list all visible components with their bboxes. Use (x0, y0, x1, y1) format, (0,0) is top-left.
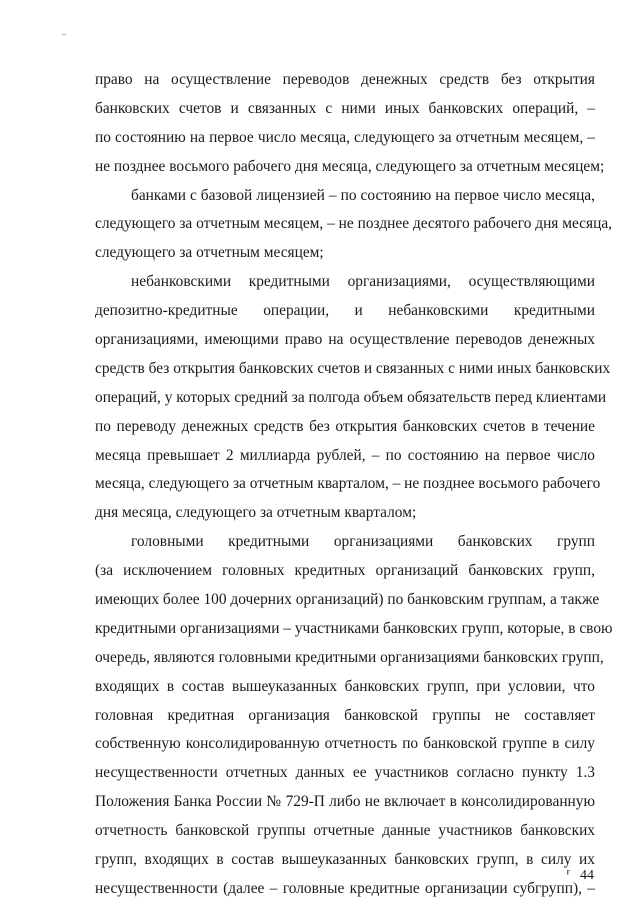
text-line: по переводу денежных средств без открытия банковских счетов в течение (95, 417, 595, 435)
text-line: средств без открытия банковских счетов и связанных с ними иных банковских (95, 359, 611, 377)
text-line: по состоянию на первое число месяца, следующего за отчетным месяцем, – (95, 128, 595, 146)
text-line: имеющих более 100 дочерних организаций) по банковским группам, а также (95, 591, 600, 609)
text-line: несущественности отчетных данных ее участников согласно пункту 1.3 (95, 764, 595, 782)
text-line: (за исключением головных кредитных организаций банковских групп, (95, 562, 595, 580)
text-line: месяца превышает 2 миллиарда рублей, – по состоянию на первое число (95, 446, 595, 464)
text-line: операций, у которых средний за полгода объем обязательств перед клиентами (95, 388, 607, 406)
text-line: входящих в состав вышеуказанных банковских групп, при условии, что (95, 677, 595, 695)
text-line: банками с базовой лицензией – по состоянию на первое число месяца, (131, 186, 595, 204)
text-line: не позднее восьмого рабочего дня месяца, следующего за отчетным месяцем; (95, 157, 605, 175)
text-line: небанковскими кредитными организациями, осуществляющими (131, 273, 595, 291)
text-line: кредитными организациями – участниками банковских групп, которые, в свою (95, 619, 613, 637)
text-line: отчетность банковской группы отчетные данные участников банковских (95, 822, 595, 840)
text-line: право на осуществление переводов денежных средств без открытия (95, 71, 595, 88)
text-line: головными кредитными организациями банковских групп (131, 533, 595, 551)
text-line: головная кредитная организация банковской группы не составляет (95, 706, 595, 724)
text-line: депозитно-кредитные операции, и небанковскими кредитными (95, 302, 595, 320)
text-line: групп, входящих в состав вышеуказанных банковских групп, в силу их (95, 851, 595, 869)
text-line: организациями, имеющими право на осуществление переводов денежных (95, 331, 595, 349)
text-line: следующего за отчетным месяцем; (95, 244, 324, 262)
text-line: собственную консолидированную отчетность по банковской группе в силу (95, 735, 595, 753)
document-body (95, 66, 613, 904)
text-line: несущественности (далее – головные кредитные организации субгрупп), – (95, 879, 595, 897)
scan-artifact (62, 34, 66, 35)
text-line: следующего за отчетным месяцем, – не позднее десятого рабочего дня месяца, (95, 215, 613, 233)
text-line: Положения Банка России № 729-П либо не включает в консолидированную (95, 793, 595, 811)
text-line: банковских счетов и связанных с ними иных банковских операций, – (95, 99, 595, 117)
text-line: дня месяца, следующего за отчетным кварталом; (95, 504, 417, 522)
page-number: 44 (580, 868, 594, 883)
footer-mark: ⸢ (566, 868, 572, 883)
text-line: месяца, следующего за отчетным кварталом, – не позднее восьмого рабочего (95, 475, 601, 493)
text-line: очередь, являются головными кредитными организациями банковских групп, (95, 648, 604, 666)
